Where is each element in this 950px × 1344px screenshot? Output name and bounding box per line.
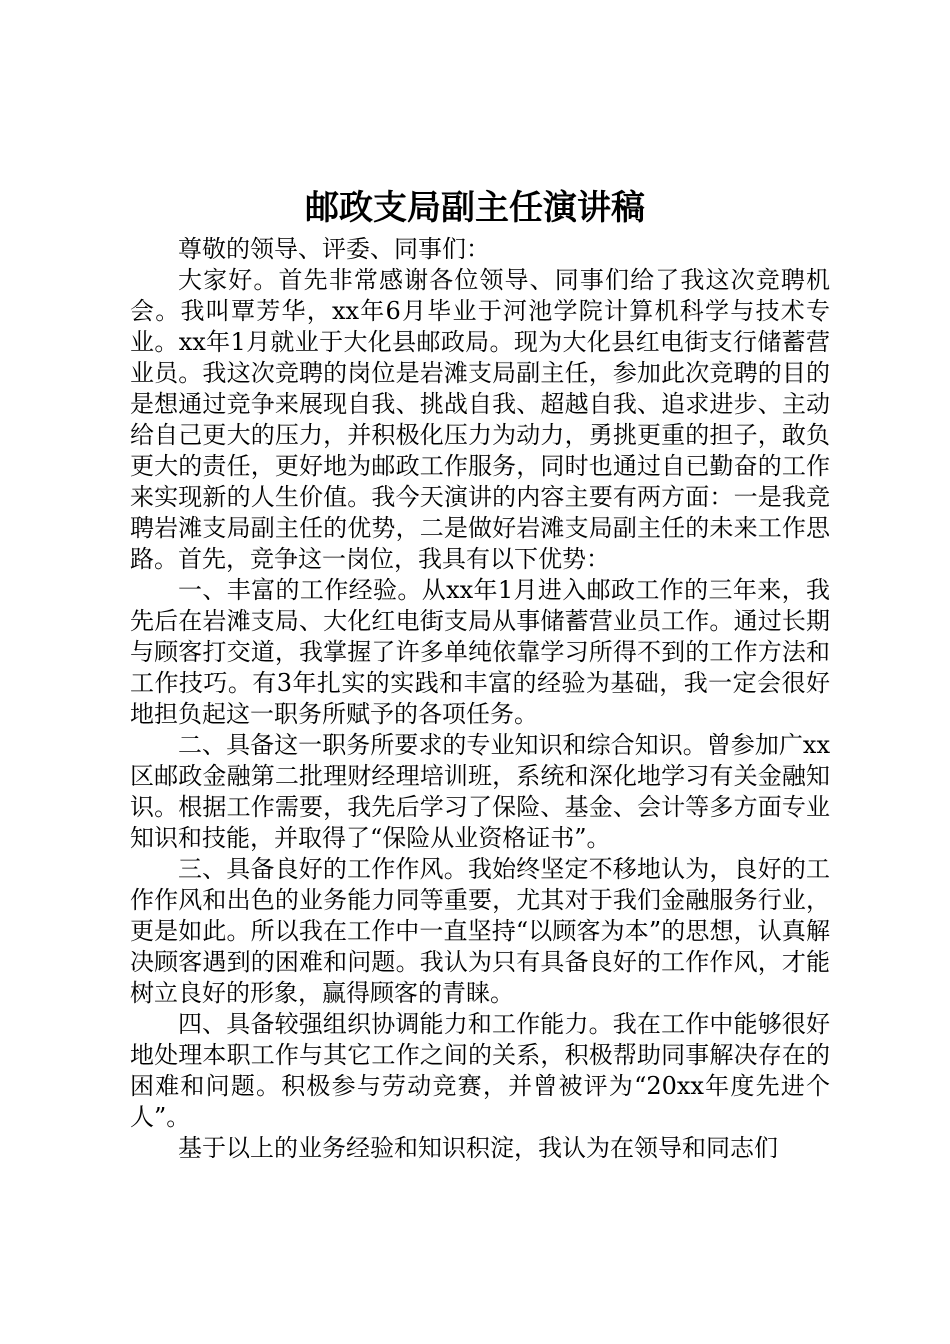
document-body <box>130 234 830 1164</box>
paragraph-advantage-coordination: 四、具备较强组织协调能力和工作能力。我在工作中能够很好地处理本职工作与其它工作之间的关系，积极帮助同事解决存在的困难和问题。积极参与劳动竞赛，并曾被评为“20xx年度先进个人”。 <box>130 1010 830 1131</box>
document-title: 邮政支局副主任演讲稿 <box>305 188 645 228</box>
paragraph-advantage-knowledge: 二、具备这一职务所要求的专业知识和综合知识。曾参加广xx区邮政金融第二批理财经理培训班，系统和深化地学习有关金融知识。根据工作需要，我先后学习了保险、基金、会计等多方面专业知识和技能，并取得了“保险从业资格证书”。 <box>130 731 830 852</box>
paragraph-advantage-experience: 一、丰富的工作经验。从xx年1月进入邮政工作的三年来，我先后在岩滩支局、大化红电街支局从事储蓄营业员工作。通过长期与顾客打交道，我掌握了许多单纯依靠学习所得不到的工作方法和工作技巧。有3年扎实的实践和丰富的经验为基础，我一定会很好地担负起这一职务所赋予的各项任务。 <box>130 576 830 728</box>
paragraph-conclusion: 基于以上的业务经验和知识积淀，我认为在领导和同志们 <box>178 1134 778 1162</box>
paragraph-salutation: 尊敬的领导、评委、同事们： <box>178 235 490 263</box>
paragraph-advantage-work-style: 三、具备良好的工作作风。我始终坚定不移地认为，良好的工作作风和出色的业务能力同等重要，尤其对于我们金融服务行业，更是如此。所以我在工作中一直坚持“以顾客为本”的思想，认真解决顾客遇到的困难和问题。我认为只有具备良好的工作作风，才能树立良好的形象，赢得顾客的青睐。 <box>130 855 830 1007</box>
paragraph-introduction: 大家好。首先非常感谢各位领导、同事们给了我这次竞聘机会。我叫覃芳华，xx年6月毕业于河池学院计算机科学与技术专业。xx年1月就业于大化县邮政局。现为大化县红电街支行储蓄营业员。我这次竞聘的岗位是岩滩支局副主任，参加此次竞聘的目的是想通过竞争来展现自我、挑战自我、超越自我、追求进步、主动给自己更大的压力，并积极化压力为动力，勇挑更重的担子，敢负更大的责任，更好地为邮政工作服务，同时也通过自已勤奋的工作来实现新的人生价值。我今天演讲的内容主要有两方面：一是我竞聘岩滩支局副主任的优势，二是做好岩滩支局副主任的未来工作思路。首先，竞争这一岗位，我具有以下优势： <box>130 266 830 573</box>
